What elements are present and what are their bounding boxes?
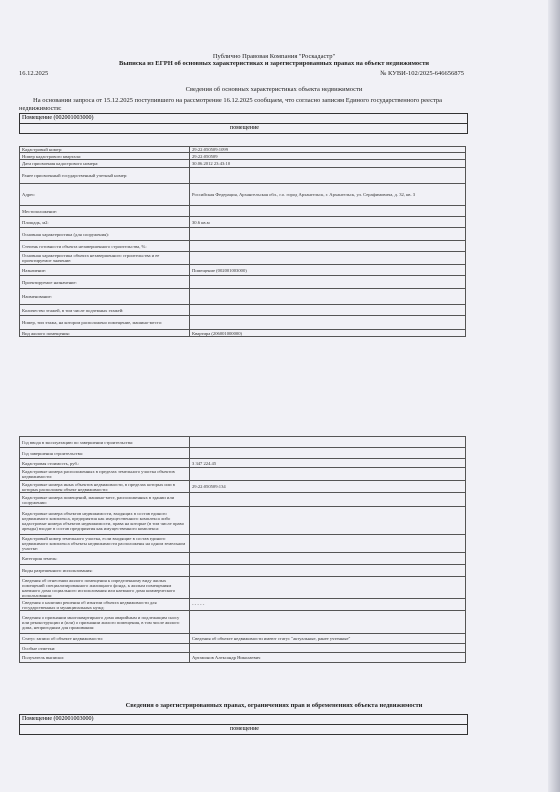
table-row [20, 448, 466, 459]
row-label: Категория земель: [20, 553, 190, 565]
rights-object-box [19, 714, 468, 735]
row-label: Статус записи об объекте недвижимости: [20, 634, 190, 644]
row-label: Кадастровый номер земельного участка, если входящие в состав единого недвижимого комплекса объекты недвижимости расположены на одном земельном участке: [20, 535, 190, 553]
row-value [190, 168, 466, 184]
intro-paragraph: На основании запроса от 15.12.2025 поступившего на рассмотрение 16.12.2025 сообщаем, что согласно записям Единого государственного реестра недвижимости: [19, 97, 443, 112]
row-value [190, 493, 466, 507]
row-label: Кадастровые номера помещений, машино-мест, расположенных в здании или сооружении: [20, 493, 190, 507]
row-value [190, 535, 466, 553]
table-row [20, 184, 466, 206]
row-label: Кадастровые номера расположенных в пределах земельного участка объектов недвижимости: [20, 468, 190, 481]
table-row [20, 305, 466, 316]
document-title: Выписка из ЕГРН об основных характеристиках и зарегистрированных правах на объект недвижимости [118, 60, 430, 67]
row-value: Российская Федерация, Архангельская обл., г.о. город Архангельск, г. Архангельск, ул. Серафимовича, д. 32, кв. 3 [190, 184, 466, 206]
table-row [20, 565, 466, 577]
row-value: 3 347 224.45 [190, 459, 466, 468]
row-label: Площадь, м2: [20, 217, 190, 228]
row-value [190, 448, 466, 459]
row-label: Кадастровый номер: [20, 147, 190, 153]
table-row [20, 316, 466, 330]
row-value [190, 437, 466, 448]
object-label: Помещение (002001003000) [20, 114, 467, 124]
row-label: Количество этажей, в том числе подземных этажей: [20, 305, 190, 316]
rights-object-type: помещение [230, 726, 259, 732]
row-value: Квартира (206001000000) [190, 330, 466, 337]
row-value [190, 565, 466, 577]
row-label: Получатель выписки: [20, 653, 190, 663]
table-row [20, 168, 466, 184]
table-row [20, 653, 466, 663]
row-label: Виды разрешенного использования: [20, 565, 190, 577]
row-value [190, 241, 466, 252]
row-label: Номер, тип этажа, на котором расположено помещение, машино-место: [20, 316, 190, 330]
table-row [20, 206, 466, 217]
row-value [190, 228, 466, 241]
row-value: 30.6 кв.м [190, 217, 466, 228]
row-value [190, 553, 466, 565]
row-label: Номер кадастрового квартала: [20, 153, 190, 160]
row-label: Основная характеристика объекта незавершенного строительства и ее проектируемое значение: [20, 252, 190, 265]
row-value: Сведения об объекте недвижимости имеют статус "актуальные, ранее учтенные" [190, 634, 466, 644]
table-row [20, 634, 466, 644]
table-row [20, 330, 466, 337]
table-row [20, 252, 466, 265]
row-value [190, 252, 466, 265]
table-row [20, 459, 466, 468]
table-row [20, 265, 466, 276]
object-type: помещение [230, 125, 259, 131]
table-row [20, 217, 466, 228]
row-value: Артамонов Александр Николаевич [190, 653, 466, 663]
row-label: Основная характеристика (для сооружения): [20, 228, 190, 241]
table-row [20, 493, 466, 507]
table-row [20, 289, 466, 305]
row-value [190, 276, 466, 289]
table-row [20, 611, 466, 634]
row-label: Назначение: [20, 265, 190, 276]
row-label: Особые отметки: [20, 644, 190, 653]
row-label: Год ввода в эксплуатацию по завершении строительства: [20, 437, 190, 448]
table-row [20, 577, 466, 599]
row-label: Сведения о признании многоквартирного дома аварийным и подлежащим сносу или реконструкции и (или) о признании жилого помещения, в том числе жилого дома, непригодным для проживания: [20, 611, 190, 634]
row-label: Год завершения строительства: [20, 448, 190, 459]
rights-object-label: Помещение (002001003000) [20, 715, 467, 725]
object-box [19, 113, 468, 134]
row-value [190, 507, 466, 535]
row-value [190, 206, 466, 217]
row-value: - - - - - [190, 599, 466, 611]
table-row [20, 507, 466, 535]
table-row [20, 276, 466, 289]
row-value: 29:22:050509:1099 [190, 147, 466, 153]
rights-section-title: Сведения о зарегистрированных правах, ограничениях прав и обременениях объекта недвижимости [125, 702, 423, 709]
row-value: Помещение (002001003000) [190, 265, 466, 276]
document-number: № КУВИ-102/2025-646656875 [380, 70, 464, 77]
row-label: Кадастровые номера объектов недвижимости, входящих в состав единого недвижимого комплекса, предприятия как имущественного комплекса либо кадастровые номера объектов недвижимости, права на которые (в том числе право аренды) входят в состав предприятия как имущественного комплекса: [20, 507, 190, 535]
table-row [20, 535, 466, 553]
row-value: 30.06.2012 23:43:10 [190, 160, 466, 168]
row-label: Вид жилого помещения: [20, 330, 190, 337]
row-value [190, 305, 466, 316]
row-value: 29:22:050509:134 [190, 481, 466, 493]
section-subtitle: Сведения об основных характеристиках объекта недвижимости [185, 86, 363, 93]
row-label: Кадастровые номера иных объектов недвижимости, в пределах которых или в которых расположен объект недвижимости: [20, 481, 190, 493]
row-value [190, 289, 466, 305]
table-row [20, 599, 466, 611]
scan-edge [548, 0, 560, 792]
row-value [190, 577, 466, 599]
table-row [20, 437, 466, 448]
row-label: Дата присвоения кадастрового номера: [20, 160, 190, 168]
row-value [190, 644, 466, 653]
row-value: 29:22:050509 [190, 153, 466, 160]
row-label: Проектируемое назначение: [20, 276, 190, 289]
characteristics-table [19, 146, 466, 337]
characteristics-table-continued [19, 436, 466, 663]
row-value [190, 611, 466, 634]
row-value [190, 316, 466, 330]
table-row [20, 153, 466, 160]
row-label: Адрес: [20, 184, 190, 206]
table-row [20, 228, 466, 241]
table-row [20, 160, 466, 168]
table-row [20, 553, 466, 565]
row-label: Наименование: [20, 289, 190, 305]
organization-name: Публично Правовая Компания "Роскадастр" [212, 53, 336, 60]
row-label: Кадастровая стоимость, руб.: [20, 459, 190, 468]
row-label: Ранее присвоенный государственный учетный номер: [20, 168, 190, 184]
table-row [20, 241, 466, 252]
row-label: Местоположение: [20, 206, 190, 217]
row-value [190, 468, 466, 481]
row-label: Степень готовности объекта незавершенного строительства, %: [20, 241, 190, 252]
table-row [20, 481, 466, 493]
table-row [20, 644, 466, 653]
row-label: Сведения об отнесении жилого помещения к определенному виду жилых помещений специализированного жилищного фонда, к жилым помещениям наемного дома социального использования или наемного дома коммерческого использования: [20, 577, 190, 599]
row-label: Сведения о наличии решения об изъятии объекта недвижимости для государственных и муниципальных нужд: [20, 599, 190, 611]
table-row [20, 468, 466, 481]
document-date: 16.12.2025 [19, 70, 49, 77]
